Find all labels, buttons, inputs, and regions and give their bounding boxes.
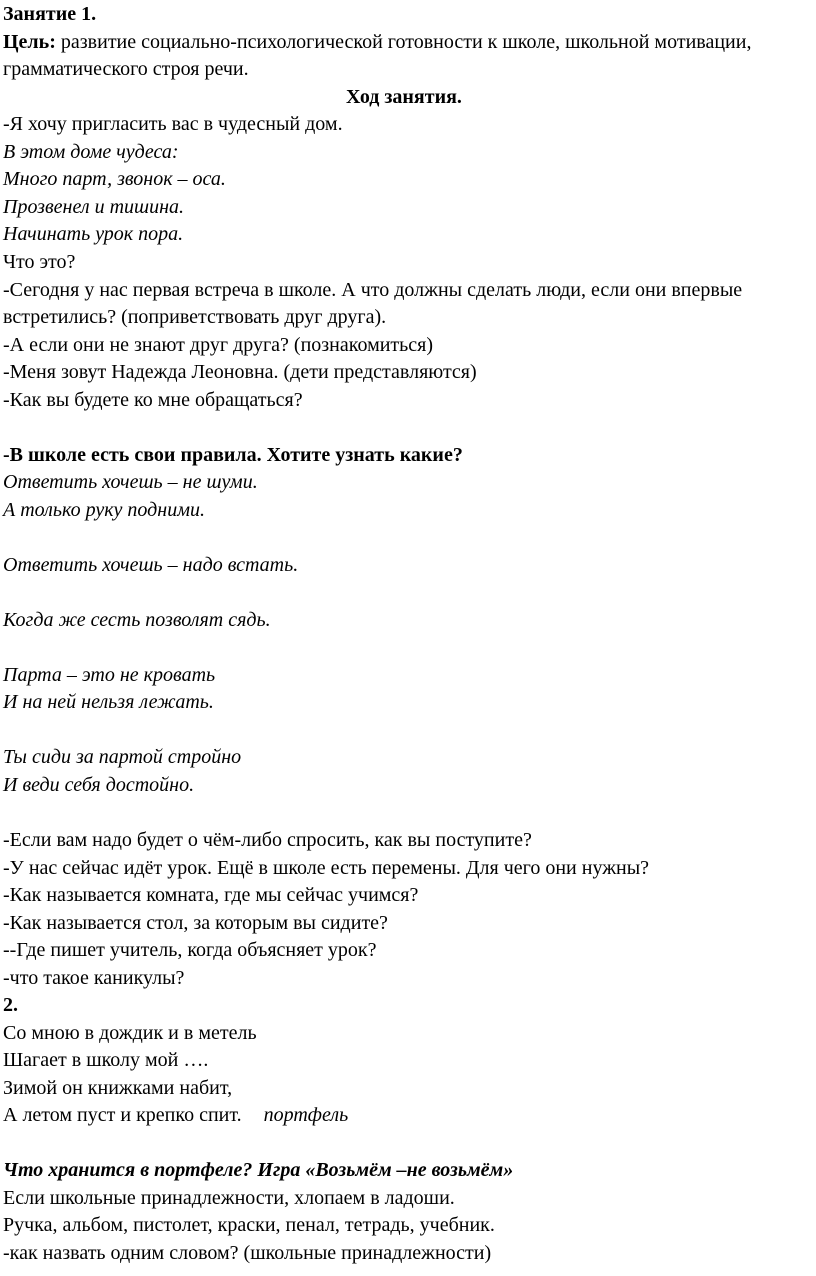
rules-poem-line: Парта – это не кровать — [3, 664, 216, 686]
goal-text-1: развитие социально-психологической готовности к школе, школьной мотивации, — [55, 31, 752, 53]
riddle-line: Зимой он книжками набит, — [3, 1077, 233, 1099]
poem-line: Прозвенел и тишина. — [3, 196, 185, 218]
question-line: --Где пишет учитель, когда объясняет урок? — [3, 939, 377, 961]
goal-label: Цель: — [3, 31, 56, 53]
goal-line-1 — [3, 30, 751, 54]
text-line: -А если они не знают друг друга? (познакомиться) — [3, 334, 434, 356]
text-line: -Сегодня у нас первая встреча в школе. А что должны сделать люди, если они впервые — [3, 279, 743, 301]
poem-line: В этом доме чудеса: — [3, 141, 179, 163]
rules-poem-line: Ты сиди за партой стройно — [3, 746, 242, 768]
question-line: -Как называется стол, за которым вы сидите? — [3, 912, 388, 934]
text-line: -Я хочу пригласить вас в чудесный дом. — [3, 113, 343, 135]
riddle-last-line: А летом пуст и крепко спит. — [3, 1104, 242, 1126]
riddle-line: Шагает в школу мой …. — [3, 1049, 209, 1071]
question-line: -Как называется комната, где мы сейчас учимся? — [3, 884, 419, 906]
question-line: -У нас сейчас идёт урок. Ещё в школе есть перемены. Для чего они нужны? — [3, 857, 650, 879]
rules-poem-line: Ответить хочешь – не шуми. — [3, 471, 258, 493]
goal-line-2: грамматического строя речи. — [3, 58, 249, 80]
question-line: -что такое каникулы? — [3, 967, 185, 989]
question-line: -Если вам надо будет о чём-либо спросить, как вы поступите? — [3, 829, 532, 851]
text-line: встретились? (поприветствовать друг друга). — [3, 306, 387, 328]
text-line: Что это? — [3, 251, 76, 273]
rules-poem-line: И веди себя достойно. — [3, 774, 195, 796]
game-line: -как назвать одним словом? (школьные принадлежности) — [3, 1242, 492, 1264]
riddle-answer: портфель — [263, 1104, 349, 1126]
rules-poem-line: И на ней нельзя лежать. — [3, 691, 214, 713]
lesson-heading: Ход занятия. — [346, 86, 462, 108]
rules-poem-line: Когда же сесть позволят сядь. — [3, 609, 271, 631]
riddle-line: Со мною в дождик и в метель — [3, 1022, 257, 1044]
rules-heading: -В школе есть свои правила. Хотите узнать какие? — [3, 444, 463, 466]
section-number: 2. — [3, 994, 18, 1016]
game-heading: Что хранится в портфеле? Игра «Возьмём –не возьмём» — [3, 1159, 514, 1181]
game-line: Ручка, альбом, пистолет, краски, пенал, тетрадь, учебник. — [3, 1214, 495, 1236]
rules-poem-line: Ответить хочешь – надо встать. — [3, 554, 299, 576]
lesson-title: Занятие 1. — [3, 3, 97, 25]
riddle-line — [3, 1103, 348, 1127]
game-line: Если школьные принадлежности, хлопаем в ладоши. — [3, 1187, 455, 1209]
text-line: -Меня зовут Надежда Леоновна. (дети представляются) — [3, 361, 477, 383]
poem-line: Много парт, звонок – оса. — [3, 168, 226, 190]
rules-poem-line: А только руку подними. — [3, 499, 205, 521]
poem-line: Начинать урок пора. — [3, 223, 184, 245]
text-line: -Как вы будете ко мне обращаться? — [3, 389, 303, 411]
